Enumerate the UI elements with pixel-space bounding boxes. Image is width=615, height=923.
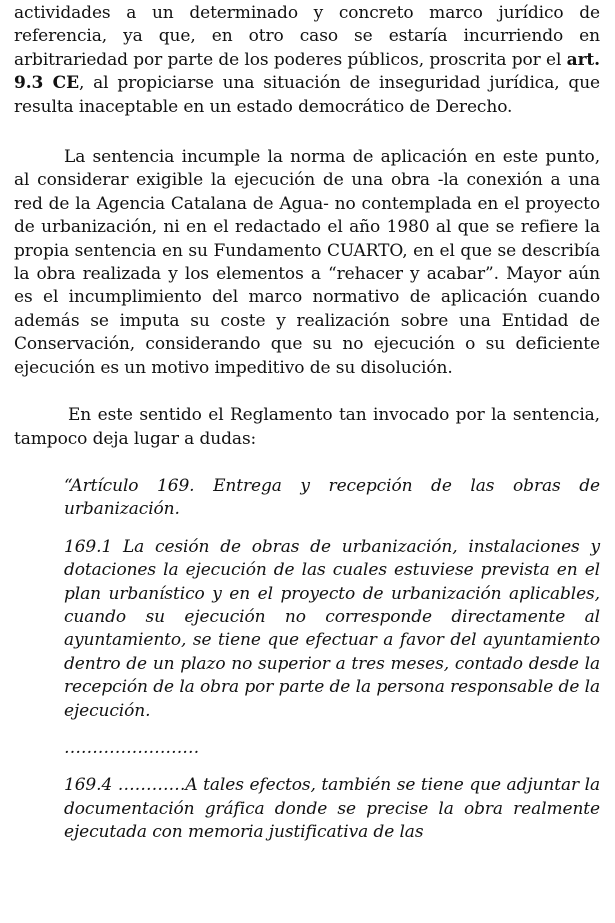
quote-article-169-4: 169.4 …………A tales efectos, también se tiene que adjuntar la documentación gráfica donde se precise la obra realmente ejecutada con memoria justificativa de las <box>64 775 600 843</box>
document-page <box>14 2 600 845</box>
quote-article-169-1: 169.1 La cesión de obras de urbanización, instalaciones y dotaciones la ejecución de las cuales estuviese prevista en el plan urbanístico y en el proyecto de urbanización aplicables, cuando su ejecución no corresponde directamente al ayuntamiento, se tiene que efectuar a favor del ayuntamiento dentro de un plazo no superior a tres meses, contado desde la recepción de la obra por parte de la persona responsable de la ejecución. <box>64 536 600 721</box>
paragraph-1 <box>14 2 600 119</box>
quote-ellipsis: …………………… <box>64 737 200 758</box>
quote-article-title: “Artículo 169. Entrega y recepción de las obras de urbanización. <box>64 475 600 520</box>
paragraph-3: En este sentido el Reglamento tan invocado por la sentencia, tampoco deja lugar a dudas: <box>14 405 600 449</box>
paragraph-1-bold-reference: art. 9.3 CE <box>14 49 600 94</box>
paragraph-1-text-b: , al propiciarse una situación de inseguridad jurídica, que resulta inaceptable en un estado democrático de Derecho. <box>14 73 600 117</box>
paragraph-2: La sentencia incumple la norma de aplicación en este punto, al considerar exigible la ejecución de una obra -la conexión a una red de la Agencia Catalana de Agua- no contemplada en el proyecto de urbanización, ni en el redactado el año 1980 al que se refiere la propia sentencia en su Fundamento CUARTO, en el que se describía la obra realizada y los elementos a “rehacer y acabar”. Mayor aún es el incumplimiento del marco normativo de aplicación cuando además se imputa su coste y realización sobre una Entidad de Conservación, considerando que su no ejecución o su deficiente ejecución es un motivo impeditivo de su disolución. <box>14 147 600 378</box>
paragraph-1-text-a: actividades a un determinado y concreto marco jurídico de referencia, ya que, en otro caso se estaría incurriendo en arbitrariedad por parte de los poderes públicos, proscrita por el <box>14 3 600 70</box>
